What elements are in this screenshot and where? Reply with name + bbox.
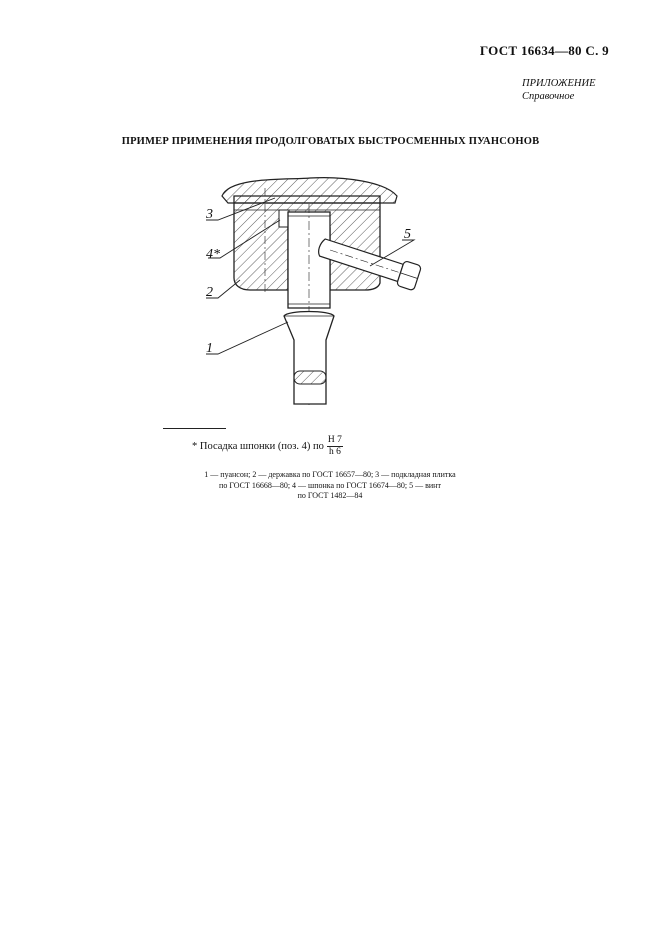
legend-line-1: 1 — пуансон; 2 — державка по ГОСТ 16657—80; 3 — подкладная плитка bbox=[204, 470, 456, 479]
legend-caption bbox=[150, 470, 510, 502]
fit-fraction bbox=[327, 435, 343, 458]
fit-denominator: h 6 bbox=[328, 447, 341, 457]
footnote bbox=[192, 435, 343, 458]
page-title: ПРИМЕР ПРИМЕНЕНИЯ ПРОДОЛГОВАТЫХ БЫСТРОСМЕННЫХ ПУАНСОНОВ bbox=[121, 136, 540, 147]
callout-5: 5 bbox=[404, 227, 411, 242]
callout-2: 2 bbox=[206, 285, 213, 300]
callout-4: 4* bbox=[206, 247, 220, 262]
punch-tip bbox=[284, 312, 334, 405]
footnote-rule bbox=[163, 428, 226, 429]
technical-drawing bbox=[170, 168, 460, 413]
footnote-text: * Посадка шпонки (поз. 4) по bbox=[192, 441, 324, 452]
appendix-type: Справочное bbox=[522, 91, 575, 102]
legend-line-2: по ГОСТ 16668—80; 4 — шпонка по ГОСТ 16674—80; 5 — винт bbox=[219, 480, 441, 490]
legend-line-3: по ГОСТ 1482—84 bbox=[297, 491, 363, 500]
appendix-block bbox=[522, 77, 596, 103]
callout-3: 3 bbox=[206, 207, 213, 222]
appendix-label: ПРИЛОЖЕНИЕ bbox=[522, 78, 596, 89]
fit-numerator: H 7 bbox=[327, 435, 342, 445]
callout-1: 1 bbox=[206, 341, 213, 356]
document-reference: ГОСТ 16634—80 С. 9 bbox=[479, 43, 609, 58]
